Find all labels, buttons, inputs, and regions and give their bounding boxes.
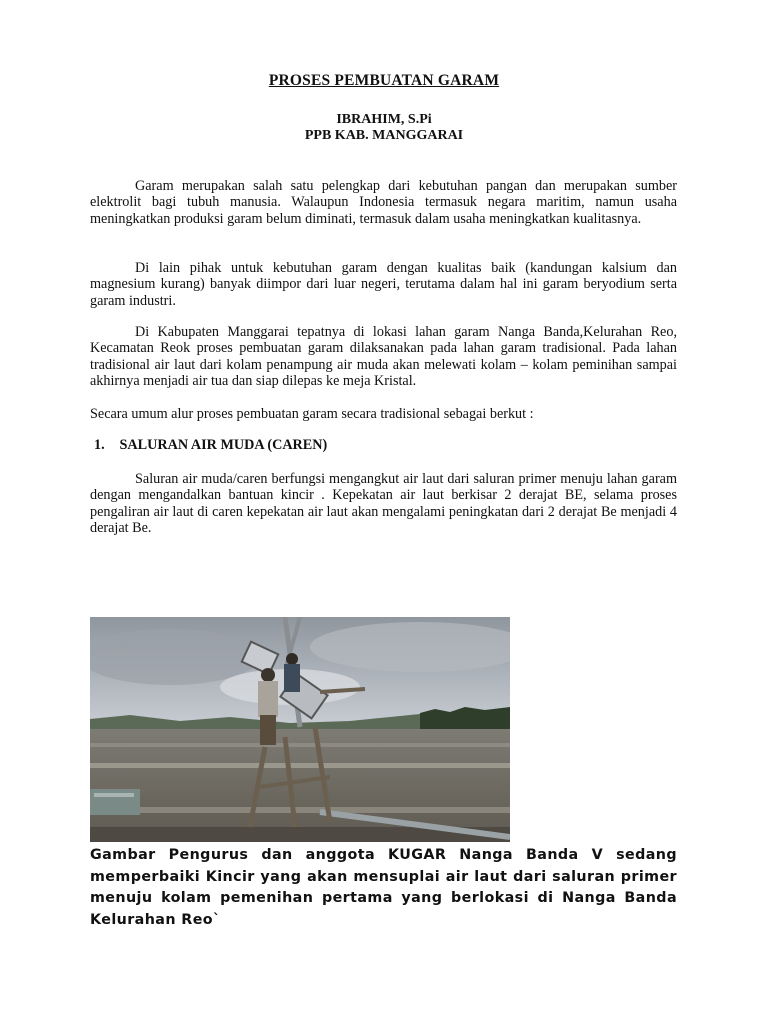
author-organization: PPB KAB. MANGGARAI [304,128,464,143]
paragraph-intro: Garam merupakan salah satu pelengkap dari kebutuhan pangan dan merupakan sumber elektrolit bagi tubuh manusia. Walaupun Indonesia termasuk negara maritim, namun usaha meningkatkan produksi garam belum diminati, termasuk dalam usaha meningkatkan kualitasnya. [90,178,677,227]
document-title: PROSES PEMBUATAN GARAM [268,72,500,89]
section-title: SALURAN AIR MUDA (CAREN) [119,437,328,453]
paragraph-process-intro: Secara umum alur proses pembuatan garam secara tradisional sebagai berkut : [90,406,534,422]
figure-caption: Gambar Pengurus dan anggota KUGAR Nanga Banda V sedang memperbaiki Kincir yang akan mensuplai air laut dari saluran primer menuju kolam pemenihan pertama yang berlokasi di Nanga Banda Kelurahan Reo` [90,847,677,928]
section-heading [94,437,327,454]
author-name: IBRAHIM, S.Pi [336,112,432,127]
section-number: 1. [94,437,105,453]
paragraph-location: Di Kabupaten Manggarai tepatnya di lokasi lahan garam Nanga Banda,Kelurahan Reo, Kecamatan Reok proses pembuatan garam dilaksanakan pada lahan garam tradisional. Pada lahan tradisional air laut dari kolam penampung air muda akan melewati kolam – kolam peminihan sampai akhirnya menjadi air tua dan siap dilepas ke meja Kristal. [90,324,677,390]
paragraph-quality: Di lain pihak untuk kebutuhan garam dengan kualitas baik (kandungan kalsium dan magnesium kurang) banyak diimpor dari luar negeri, terutama dalam hal ini garam beryodium serta garam industri. [90,260,677,309]
kincir-photo-image [90,617,510,842]
paragraph-caren: Saluran air muda/caren berfungsi mengangkut air laut dari saluran primer menuju lahan garam dengan mengandalkan bantuan kincir . Kepekatan air laut berkisar 2 derajat BE, selama proses pengaliran air laut di caren kepekatan air laut akan mengalami peningkatan dari 2 derajat Be menjadi 4 derajat Be. [90,471,677,537]
kincir-photo [90,617,510,842]
